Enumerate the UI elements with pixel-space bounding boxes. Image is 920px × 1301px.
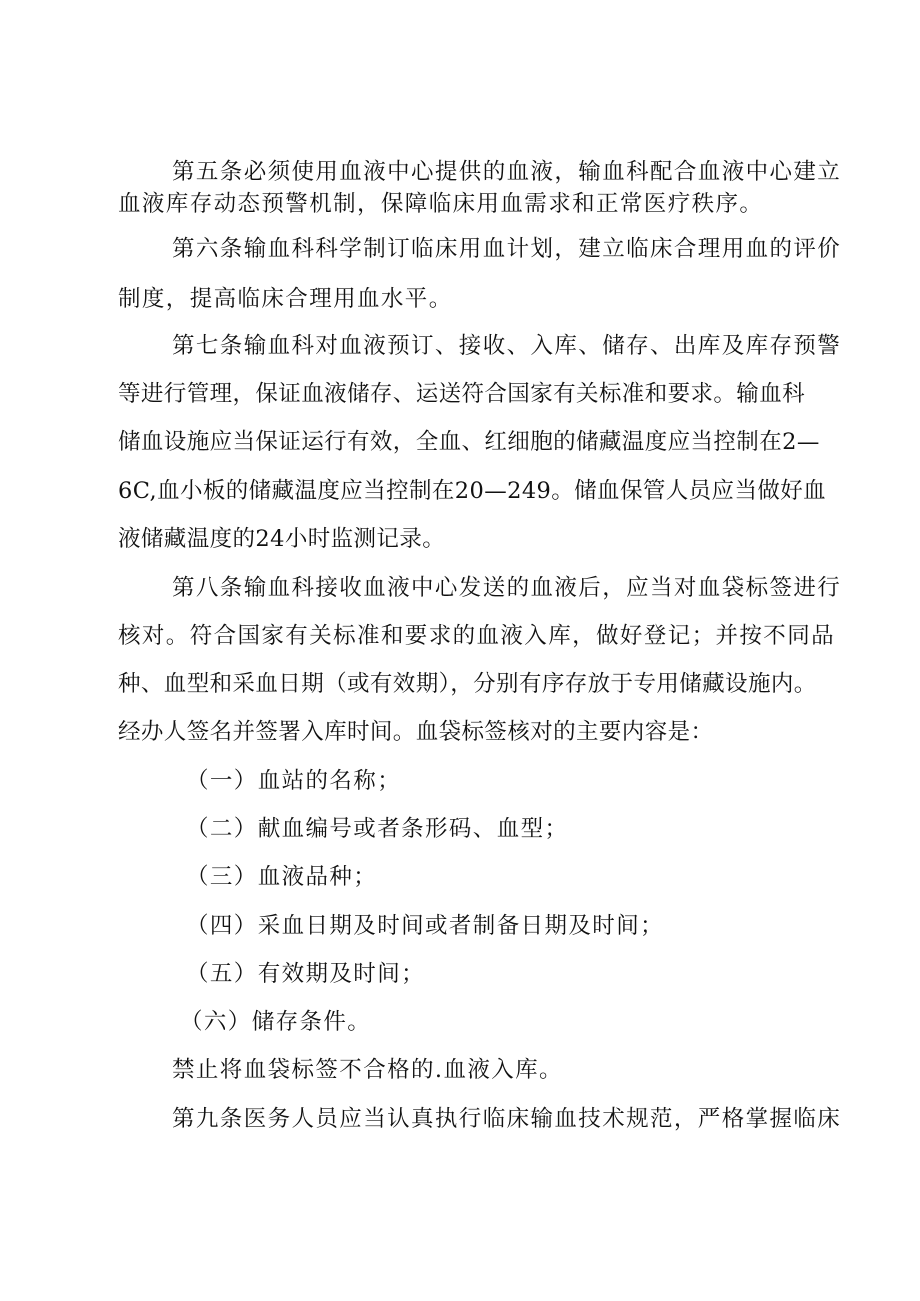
text-line: 第九条医务人员应当认真执行临床输血技术规范，严格掌握临床 — [172, 1106, 842, 1132]
list-item: （四）采血日期及时间或者制备日期及时间； — [186, 913, 665, 939]
text-line: 种、血型和采血日期（或有效期），分别有序存放于专用储藏设施内。 — [118, 671, 817, 697]
list-item: （三）血液品种； — [186, 864, 378, 890]
text-line: 制度，提高临床合理用血水平。 — [118, 286, 453, 312]
text-line: 经办人签名并签署入库时间。血袋标签核对的主要内容是： — [118, 719, 714, 745]
list-item: （六）储存条件。 — [180, 1009, 372, 1035]
text-line: 液储藏温度的24小时监测记录。 — [118, 526, 446, 552]
text-line: 血液库存动态预警机制，保障临床用血需求和正常医疗秩序。 — [118, 191, 764, 217]
list-item: （五）有效期及时间； — [186, 961, 426, 987]
list-item: （一）血站的名称； — [186, 768, 402, 794]
text-line: 第八条输血科接收血液中心发送的血液后，应当对血袋标签进行 — [172, 575, 842, 601]
text-line: 禁止将血袋标签不合格的.血液入库。 — [172, 1057, 563, 1083]
text-line: 6C,血小板的储藏温度应当控制在20—249。储血保管人员应当做好血 — [118, 478, 827, 504]
text-line: 等进行管理，保证血液储存、运送符合国家有关标准和要求。输血科 — [118, 381, 806, 407]
text-line: 第六条输血科科学制订临床用血计划，建立临床合理用血的评价 — [172, 236, 842, 262]
text-line: 核对。符合国家有关标准和要求的血液入库，做好登记；并按不同品 — [118, 623, 836, 649]
text-line: 第七条输血科对血液预订、接收、入库、储存、出库及库存预警 — [172, 333, 842, 359]
list-item: （二）献血编号或者条形码、血型； — [186, 816, 569, 842]
text-line: 储血设施应当保证运行有效，全血、红细胞的储藏温度应当控制在2— — [118, 429, 820, 455]
text-line: 第五条必须使用血液中心提供的血液，输血科配合血液中心建立 — [172, 159, 842, 185]
